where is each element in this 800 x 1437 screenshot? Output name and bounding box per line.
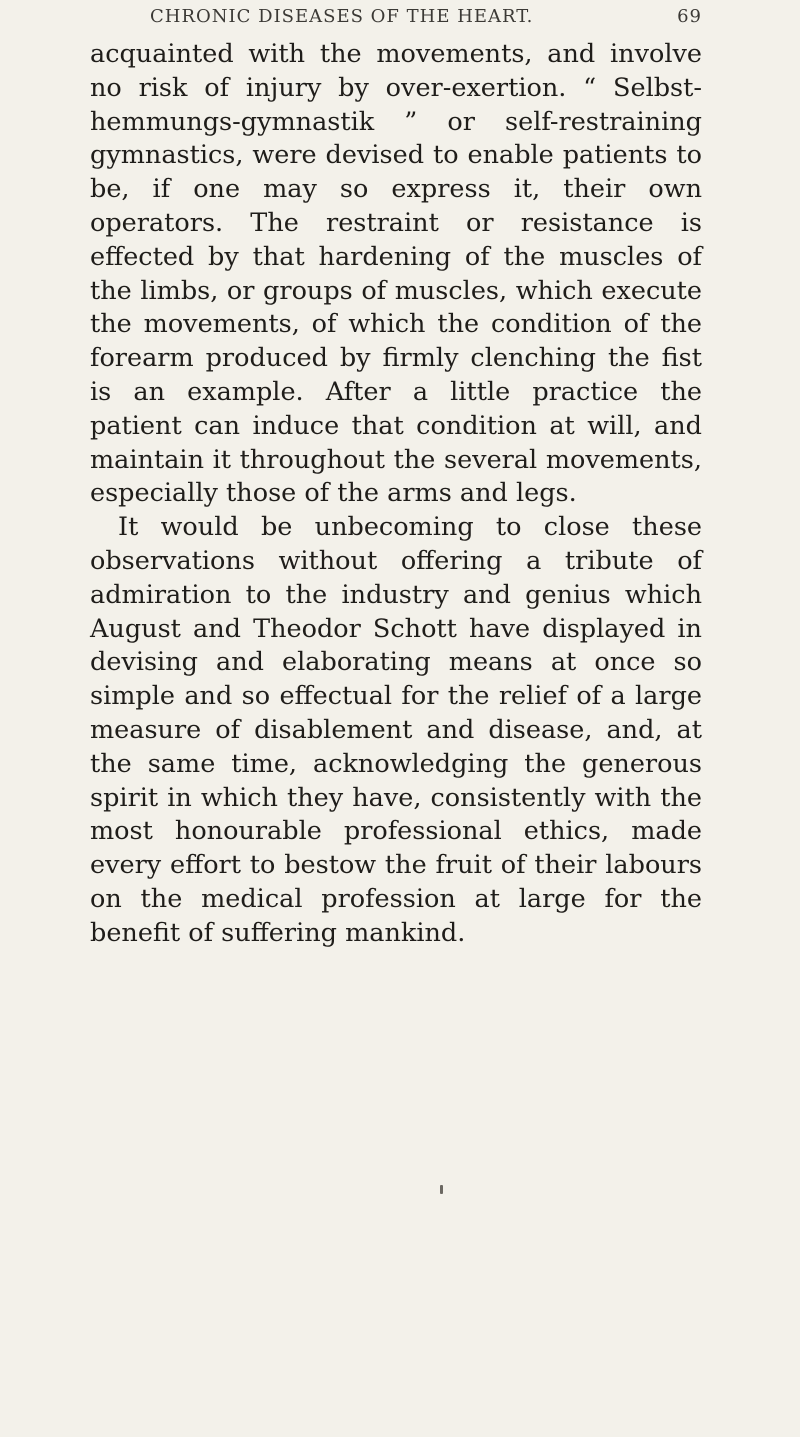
running-title: CHRONIC DISEASES OF THE HEART. bbox=[150, 6, 534, 27]
body-text bbox=[90, 38, 702, 951]
paper-speck-mark bbox=[440, 1185, 443, 1194]
page-number: 69 bbox=[677, 6, 702, 27]
paragraph: It would be unbecoming to close these observations without offering a tribute of admiration to the industry and genius which August and Theodor Schott have displayed in devising and elaborating means at once so simple and so effectual for the relief of a large measure of disablement and disease, and, at the same time, acknowledging the generous spirit in which they have, consistently with the most honourable professional ethics, made every effort to bestow the fruit of their labours on the medical profession at large for the benefit of suffering mankind. bbox=[90, 512, 702, 948]
running-head bbox=[90, 6, 702, 34]
paragraph: acquainted with the movements, and involve no risk of injury by over-exertion. “ Selbst-hemmungs-gymnastik ” or self-restraining gymnastics, were devised to enable patients to be, if one may so express it, their own operators. The restraint or resistance is effected by that hardening of the muscles of the limbs, or groups of muscles, which execute the movements, of which the condition of the forearm produced by firmly clenching the fist is an example. After a little practice the patient can induce that condition at will, and maintain it throughout the several movements, especially those of the arms and legs. bbox=[90, 39, 702, 509]
